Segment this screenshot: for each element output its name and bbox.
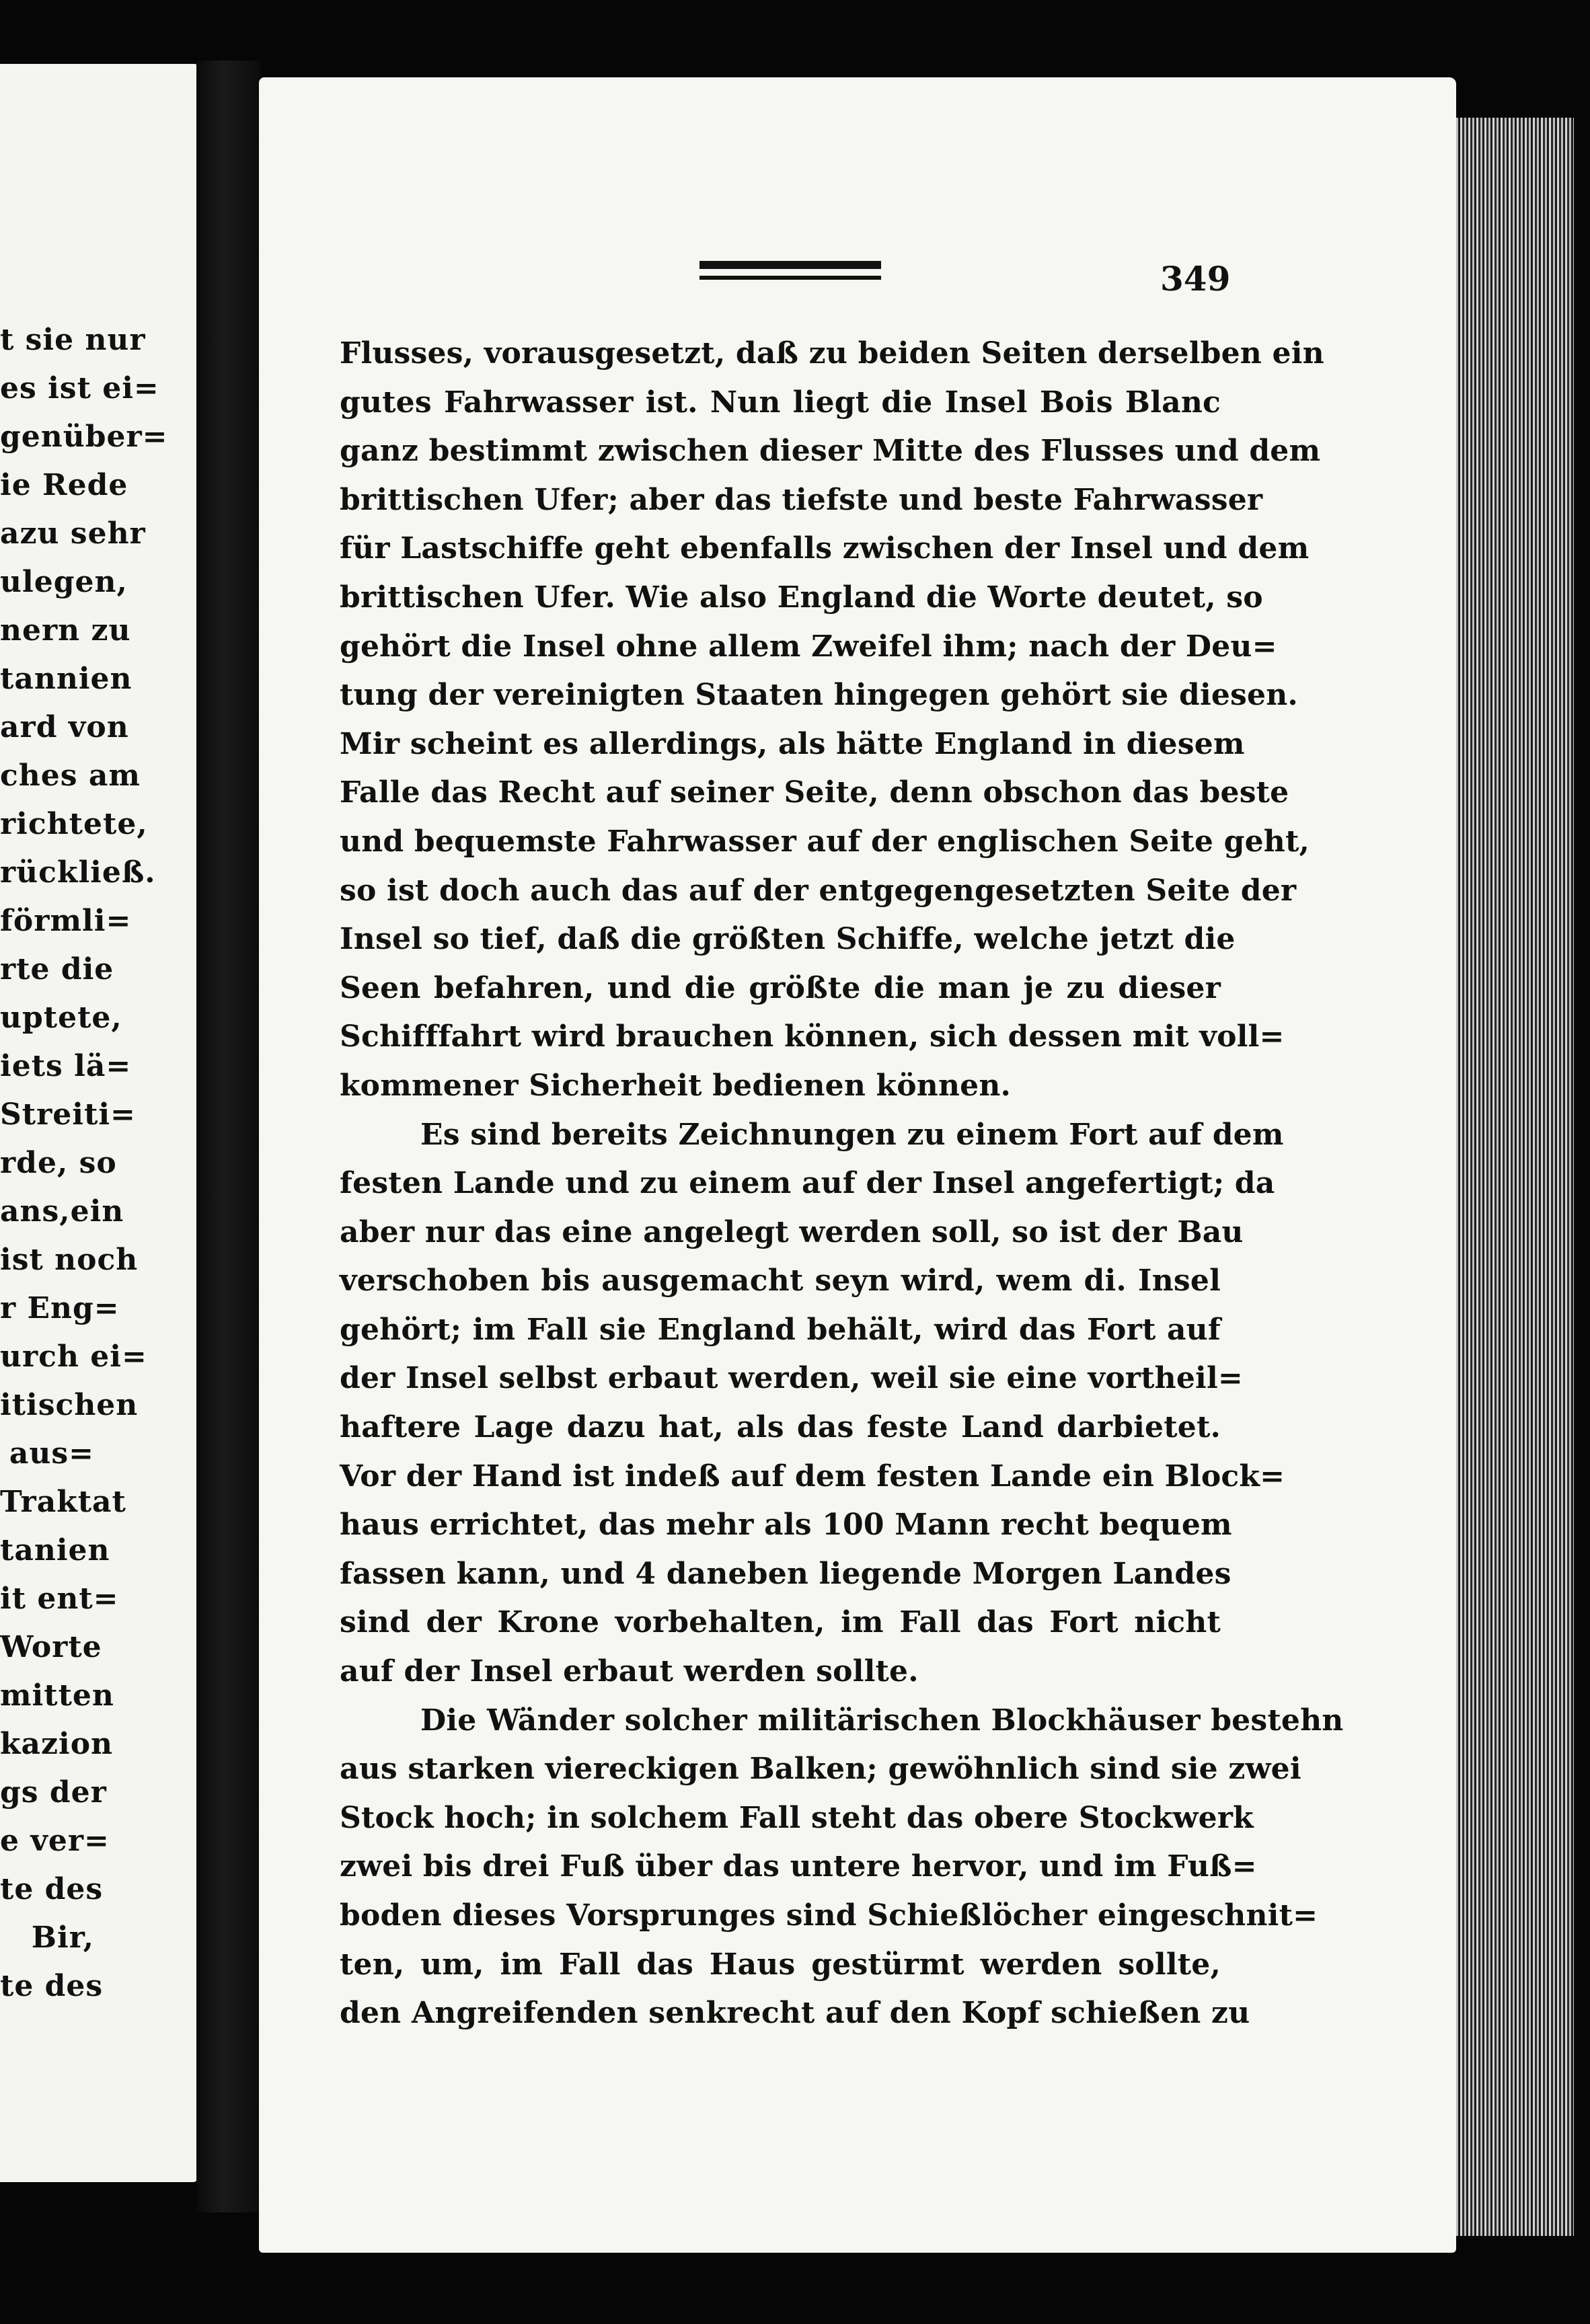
left-line: mitten bbox=[0, 1678, 114, 1713]
left-line: r Eng= bbox=[0, 1291, 120, 1325]
text-line: auf der Insel erbaut werden sollte. bbox=[340, 1654, 919, 1689]
text-line: ten, um, im Fall das Haus gestürmt werden sollte, bbox=[340, 1947, 1221, 1982]
text-line: sind der Krone vorbehalten, im Fall das Fort nicht bbox=[340, 1605, 1221, 1640]
text-line: fassen kann, und 4 daneben liegende Morgen Landes bbox=[340, 1556, 1232, 1591]
header-ornament-rule bbox=[699, 261, 881, 280]
left-line: ches am bbox=[0, 759, 141, 793]
left-line: richtete, bbox=[0, 807, 148, 841]
left-line: rte die bbox=[0, 952, 114, 986]
left-line: Traktat bbox=[0, 1485, 126, 1519]
left-line: Worte bbox=[0, 1630, 102, 1664]
left-line: förmli= bbox=[0, 904, 132, 938]
text-line: aus starken viereckigen Balken; gewöhnlich sind sie zwei bbox=[340, 1752, 1301, 1787]
left-line: itischen bbox=[0, 1388, 139, 1422]
text-line: Schifffahrt wird brauchen können, sich dessen mit voll= bbox=[340, 1019, 1285, 1054]
left-line: tanien bbox=[0, 1533, 110, 1567]
left-line: te des bbox=[0, 1872, 104, 1906]
text-line: tung der vereinigten Staaten hingegen gehört sie diesen. bbox=[340, 678, 1298, 713]
text-line: gutes Fahrwasser ist. Nun liegt die Insel Bois Blanc bbox=[340, 385, 1221, 420]
text-line: Die Wänder solcher militärischen Blockhäuser bestehn bbox=[420, 1703, 1344, 1738]
text-line: boden dieses Vorsprunges sind Schießlöcher eingeschnit= bbox=[340, 1898, 1318, 1933]
left-line: te des bbox=[0, 1969, 104, 2003]
left-line: es ist ei= bbox=[0, 371, 159, 405]
text-line: haftere Lage dazu hat, als das feste Land darbietet. bbox=[340, 1410, 1221, 1445]
text-line: Mir scheint es allerdings, als hätte England in diesem bbox=[340, 726, 1245, 761]
text-line: der Insel selbst erbaut werden, weil sie eine vortheil= bbox=[340, 1361, 1243, 1396]
text-line: brittischen Ufer. Wie also England die Worte deutet, so bbox=[340, 580, 1263, 615]
left-line: ulegen, bbox=[0, 565, 128, 599]
left-line: genüber= bbox=[0, 420, 168, 454]
left-line: tannien bbox=[0, 662, 132, 696]
left-line: kazion bbox=[0, 1727, 114, 1761]
left-line: urch ei= bbox=[0, 1340, 147, 1374]
book-fore-edge bbox=[1446, 118, 1574, 2236]
text-line: festen Lande und zu einem auf der Insel angefertigt; da bbox=[340, 1166, 1275, 1201]
text-line: so ist doch auch das auf der entgegengesetzten Seite der bbox=[340, 873, 1297, 908]
text-line: ganz bestimmt zwischen dieser Mitte des Flusses und dem bbox=[340, 434, 1321, 469]
left-line: ard von bbox=[0, 710, 129, 744]
main-text-block bbox=[340, 330, 1344, 2038]
page-number: 349 bbox=[1160, 259, 1231, 299]
left-line: gs der bbox=[0, 1775, 107, 1810]
text-line: gehört; im Fall sie England behält, wird das Fort auf bbox=[340, 1312, 1221, 1347]
text-line: gehört die Insel ohne allem Zweifel ihm; nach der Deu= bbox=[340, 629, 1277, 664]
book-gutter bbox=[196, 61, 260, 2212]
left-line: uptete, bbox=[0, 1001, 122, 1035]
text-line: Es sind bereits Zeichnungen zu einem Fort auf dem bbox=[420, 1117, 1284, 1152]
left-line: ie Rede bbox=[0, 468, 128, 502]
left-line: nern zu bbox=[0, 613, 131, 648]
left-line: iets lä= bbox=[0, 1049, 132, 1083]
left-page-fragment bbox=[0, 64, 198, 2182]
text-line: und bequemste Fahrwasser auf der englischen Seite geht, bbox=[340, 824, 1310, 859]
left-line: rde, so bbox=[0, 1146, 117, 1180]
left-line: e ver= bbox=[0, 1824, 110, 1858]
text-line: brittischen Ufer; aber das tiefste und beste Fahrwasser bbox=[340, 482, 1263, 517]
left-line: ist noch bbox=[0, 1243, 139, 1277]
text-line: haus errichtet, das mehr als 100 Mann recht bequem bbox=[340, 1508, 1232, 1543]
text-line: Stock hoch; in solchem Fall steht das obere Stockwerk bbox=[340, 1800, 1254, 1835]
text-line: Flusses, vorausgesetzt, daß zu beiden Seiten derselben ein bbox=[340, 336, 1324, 371]
left-line: rückließ. bbox=[0, 855, 156, 890]
left-line: azu sehr bbox=[0, 516, 146, 551]
left-line: it ent= bbox=[0, 1582, 119, 1616]
text-line: Insel so tief, daß die größten Schiffe, welche jetzt die bbox=[340, 922, 1236, 957]
left-page-lines bbox=[0, 316, 168, 2011]
left-line: aus= bbox=[9, 1436, 94, 1471]
text-line: Seen befahren, und die größte die man je zu dieser bbox=[340, 970, 1221, 1005]
left-line: Bir, bbox=[31, 1921, 94, 1955]
text-line: zwei bis drei Fuß über das untere hervor, und im Fuß= bbox=[340, 1849, 1257, 1884]
text-line: aber nur das eine angelegt werden soll, so ist der Bau bbox=[340, 1214, 1244, 1249]
left-line: t sie nur bbox=[0, 323, 146, 357]
text-line: verschoben bis ausgemacht seyn wird, wem di. Insel bbox=[340, 1264, 1221, 1299]
left-line: Streiti= bbox=[0, 1097, 136, 1132]
text-line: den Angreifenden senkrecht auf den Kopf schießen zu bbox=[340, 1996, 1250, 2031]
left-line: ans,ein bbox=[0, 1194, 124, 1229]
text-line: Falle das Recht auf seiner Seite, denn obschon das beste bbox=[340, 775, 1289, 810]
text-line: für Lastschiffe geht ebenfalls zwischen der Insel und dem bbox=[340, 531, 1310, 566]
text-line: Vor der Hand ist indeß auf dem festen Lande ein Block= bbox=[340, 1459, 1285, 1494]
text-line: kommener Sicherheit bedienen können. bbox=[340, 1068, 1012, 1103]
